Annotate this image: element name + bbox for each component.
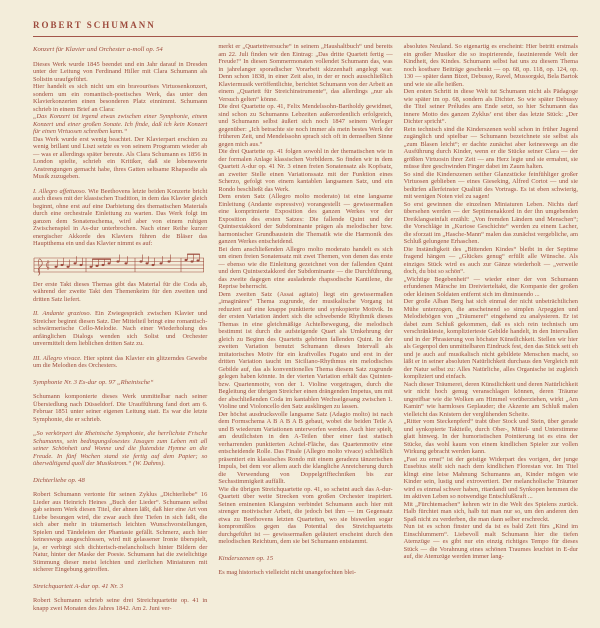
page-title: ROBERT SCHUMANN [33, 20, 156, 30]
paragraph: Es mag historisch vielleicht nicht unangefochten blei- [218, 569, 357, 576]
paragraph: Der höchst ausdrucksvolle langsame Satz (Adagio molto) ist nach dem Formschema A B A B A B gebaut, wobei die beiden Teile A und B wiederum Variationen unterworfen werden. Auch hier spielt, am deutlichsten in den A-Teilen über einer fast statisch verharrenden punktierten Achtel-Fläche, das Quartenmotiv eine entscheidende Rolle. Das Finale (Allegro molto vivace) schließlich präsentiert ein klassisches Rondo mit einem geradezu tänzerischen Impuls, bei dem vor allem auch die klangliche Anreicherung durch die Verwendung von Doppelgrifftechniken bis zur Sechsstimmigkeit auffällt. [218, 410, 393, 485]
movement-label: I. Allegro affettuoso. [33, 187, 87, 195]
paragraph: Der erste Takt dieses Themas gibt das Material für die Coda ab, während der zweite Takt den Themenkeim für den zweiten und dritten Satz liefert. [33, 280, 208, 303]
paragraph: Den ersten Schritt in diese Welt tut Schumann nicht als Pädagoge wie später im op. 68, sondern als Dichter. So wie später Debussy die Titel seiner Préludes ans Ende setzt, so hier Schumann das innere Motto des ganzen Zyklus’ erst über das letzte Stück: „Der Dichter spricht“. [403, 88, 578, 125]
paragraph: Die Inständigkeit des „Bittenden Kindes“ bleibt in der Septime fragend hängen — „Glückes genug“ erfüllt alle Wünsche. Als einziges Stück wird es auch zur Gänze wiederholt — „verweile doch, du bist so schön“. [403, 245, 578, 275]
paragraph: Der große Alban Berg hat sich einmal der nicht unbeträchtlichen Mühe unterzogen, die anscheinend so simplen Arpeggien und Melodiebögen von „Träumerei“ eingehend zu analysieren. Er ist dabei zum Schluß gekommen, daß es sich rein technisch um verschränkteste, komplizierteste Gebilde handelt, in den Intervallen und in der Phrasierung von höchster Künstlichkeit. Stellen wir hier als Gegenpol den unmittelbaren Eindruck fest, den das Stück seit eh und je auch auf musikalisch nicht gebildete Menschen macht, so läßt er in seiner absoluten Natürlichkeit durchaus den Vergleich mit der Natur selbst zu: Alles Natürliche, alles Organische ist zugleich kompliziert und einfach. [403, 298, 578, 380]
section-heading-kinderszenen: Kinderszenen op. 15 [218, 554, 274, 562]
movement-text: Hier spinnt das Klavier ein glitzerndes Gewebe um die Melodien des Orchesters. [33, 354, 208, 369]
quote: „Das Konzert ist irgend etwas zwischen einer Symphonie, einem Konzert und einer großen Sonate. Ich finde, daß ich kein Konzert für einen Virtuosen schreiben kann.“ [33, 113, 208, 135]
paragraph: Robert Schumann schrieb seine drei Streichquartette op. 41 in knapp zwei Monaten des Jahres 1842. Am 2. Juni ver- [33, 597, 208, 612]
column-left [33, 43, 208, 612]
paragraph: „Fast zu ernst“ ist der geistige Widerpart des vorigen, der junge Eusebius stellt sich nach dem kindlichen Florestan vor. Im Titel klingt eine leise Mahnung Schumanns an, Kinder mögen wie Kinder sein, lustig und extrovertiert. Der melancholische Träumer wird es einmal schwer haben, ritardandi und Synkopen hemmen die im aktiven Leben so notwendige Entschlußkraft ... [403, 455, 578, 500]
section-heading-symphonie: Symphonie Nr. 3 Es-dur op. 97 „Rheinische“ [33, 378, 154, 386]
movement-label: II. Andante grazioso. [33, 310, 92, 317]
paragraph: Nun ist es schon finster und da ist es bald Zeit fürs „Kind im Einschlummern“. Liebevoll malt Schumann hier die tiefen Atemzüge — es gibt nur ein einzig richtiges Tempo für dieses Stück — die Vorahnung eines schönen Traumes leuchtet in E-dur auf, die Atemzüge werden immer lang- [403, 523, 578, 560]
paragraph: Wie die übrigen Streichquartette op. 41, so scheint auch das A-dur-Quartett über weite Strecken vom großen Orchester inspiriert. Seinen eminenten Klangsinn verbindet Schumann auch hier mit strenger motivischer Arbeit, die jedoch bei ihm — im Gegensatz etwa zu Beethovens letzten Quartetten, wo sie bisweilen sogar kompromißlos gegen das Potential des Streichquartetts durchgeführt ist — gewissermaßen geläutert erscheint durch den melodischen Reichtum, dem sie bei Schumann entstammt. [218, 485, 393, 545]
column-right [404, 43, 578, 599]
paragraph: Mit „Fürchtemachen“ kehren wir in die Welt des Spielens zurück. Halb fürchtet man sich, halb tut man nur so, um den anderen den Spaß nicht zu verderben, die man dann selber erschreckt. [403, 500, 578, 523]
paragraph: Rein technisch sind die Kinderszenen wohl schon in früher Jugend zugänglich und spielbar — Schumann bezeichnete sie selbst als „zum Blasen leicht“; er dachte zunächst aber keineswegs an die Ausführung durch Kinder, wenn er die Stücke seiner Clara — der größten Virtuosin ihrer Zeit — ans Herz legte und sie ermahnt, sie müsse ihre geschwinden Finger dabei im Zaum halten. [403, 125, 578, 170]
text-columns [0, 37, 600, 612]
paragraph: Bei dem anschließenden Allegro molto moderato handelt es sich um einen freien Sonatensatz mit zwei Themen, von denen das erste — ebenso wie die Einleitung gezeichnet von der fallenden Quint und dem Quintsextakkord der Subdominante — die Durchführung, das zweite dagegen eine ausladende rhapsodische Kantilene, die Reprise beherrscht. [218, 245, 393, 290]
paragraph: Das Werk wurde erst wenig beachtet. Der Klavierpart erschien zu wenig brillant und Liszt setzte es von seinem Programm wieder ab — was er allerdings später bereute. Als Clara Schumann es 1856 in London spielte, schrieb ein Kritiker, daß sie lobenswerte Anstrengungen gemacht habe, ihres Gatten seltsame Rhapsodie als Musik zuzugeben. [33, 135, 208, 180]
paragraph: absolutes Neuland. So eigenartig es erscheint: Hier betritt erstmals ein großer Musiker die so inspirierende, faszinierende Welt der Kindheit, des Kindes. Schumann selbst hat uns zu diesem Thema noch kostbare Beiträge geschenkt — op. 68, op. 118, op. 124, op. 130 — später dann Bizet, Debussy, Ravel, Mussorgski, Bela Bartok und wie sie alle heißen. [403, 43, 578, 88]
column-middle [218, 43, 392, 599]
movement-text: Wie Beethovens letzte beiden Konzerte bricht auch dieses mit der klassischen Tradition, in dem das Klavier gleich beginnt, ohne erst auf eine Darbietung des thematischen Materials durch eine orchestrale Einleitung zu warten. Das Werk folgt im ganzen dem Sonatenschema, wird aber von einem ruhigen Zwischenspiel in As-dur unterbrochen. Nach einer Reihe kurzer energischer Akkorde des Klaviers führen die Bläser das Hauptthema ein und das Klavier nimmt es auf: [33, 187, 208, 247]
quote: „So verkörpert die Rheinische Symphonie, die herrlichste Frische Schumanns, sein bedingungslosestes Jasagen zum Leben mit all seiner Schönheit und Wonne und die flutendste Hymne an die Freude. In fünf Wochen stand sie fertig auf dem Papier; so überwältigend quoll der Musikstrom.“ (W. Dahms). [33, 430, 208, 467]
paragraph: merkt er „Quartettversuche“ in seinem „Haushaltbuch“ und bereits am 22. Juli finden wir den Eintrag: „Das dritte Quartett fertig — Freude!“ In diesen Sommermonaten vollendet Schumann das, was in jahrelanger sporadischer Vorarbeit skizzenhaft angelegt war. Denn schon 1838, in einer Zeit also, in der er noch ausschließlich Klaviermusik veröffentlichte, berichtet Schumann von der Arbeit an einem „Quartett für Streichinstrumente“, das allerdings „nur als Versuch gelten“ könne. [218, 43, 393, 103]
paragraph: So erst gewinnen die einzelnen Miniaturen Leben. Nichts darf übersehen werden — der Septimenakkord in der ihn umgebenden Dreiklangseinfalt erzählt: „Von fremden Ländern und Menschen“; die Vorschläge in „Kuriose Geschichte“ werden zu einem Lacher, die sforzati im „Hasche-Mann“ malen das zunächst vergebliche, am Schluß gelungene Erhaschen. [403, 200, 578, 245]
section-heading-klavierkonzert: Konzert für Klavier und Orchester a-moll op. 54 [33, 46, 163, 53]
paragraph-movement-3 [33, 355, 207, 370]
paragraph: Nach dieser Träumerei, deren Künstlichkeit und deren Natürlichkeit wir nicht hoch genug veranschlagen können, deren Träume ungreifbar wie die Wolken am Himmel vorüberziehen, wirkt „Am Kamin“ wie harmloses Geplauder; die Akzente am Schluß malen vielleicht das Knistern der verglühenden Scheite. [403, 380, 578, 418]
movement-text: Ein Zwiegespräch zwischen Klavier und Streicher beginnt diesen Satz. Der Mittelteil bringt eine romantisch-schwärmerische Cello-Melodie. Nach einer Wiederholung des anfänglichen Dialogs wenden sich Solist und Orchester unvermittelt dem lieblichen dritten Satz zu. [33, 310, 208, 347]
paragraph: Die drei Quartette op. 41 folgen sowohl in der thematischen wie in der formalen Anlage klassischen Vorbildern. So finden wir in dem Quartett A-dur op. 41 Nr. 3 einen freien Sonatensatz als Kopfsatz, an zweiter Stelle einen Variationssatz mit der Funktion eines Scherzo, gefolgt von einem kantablen langsamen Satz, und ein Rondo beschließt das Werk. [218, 148, 393, 193]
section-heading-dichterliebe: Dichterliebe op. 48 [33, 476, 85, 484]
paragraph: Die drei Quartette op. 41, Felix Mendelssohn-Bartholdy gewidmet, sind schon zu Schumanns Lebzeiten außerordentlich erfolgreich, und Schumann selbst äußert sich noch 1847 seinem Verleger gegenüber: „Ich betrachte sie noch immer als mein bestes Werk der früheren Zeit, und Mendelssohn sprach sich oft in demselben Sinne gegen mich aus.“ [218, 103, 393, 148]
paragraph: „Wichtige Begebenheit“ — wieder einer der von Schumann erfundenen Märsche im Dreivierteltakt, die Kompanie der großen oder kleinen Soldaten entfernt sich im diminuendo ... [403, 275, 578, 298]
paragraph: So sind die Kinderszenen seither Glanzstücke feinfühliger großer Virtuosen geblieben — eines Gieseking, Alfred Cortot — und sie bedürfen allerfeinster Qualität des Vortrags. Es ist eben schwierig, mit wenigen Noten viel zu sagen! [403, 170, 578, 200]
music-notation [33, 253, 207, 277]
paragraph: Hier handelt es sich nicht um ein bravouröses Virtuosenkonzert, sondern um ein romantisch-poetisches Werk, das unter den Klavierkonzerten einen besonderen Platz einnimmt. Schumann schrieb in einem Brief an Clara: [33, 83, 208, 113]
movement-label: III. Allegro vivace. [33, 354, 82, 362]
paragraph: „Ritter vom Steckenpferd“ trabt über Stock und Stein, über gerade und synkopierte Taktteile, durch Ober-, Mittel- und Unterstimme glatt hinweg. In der humoristischen Pointierung ist es eins der Stücke, das wohl kaum von einem kindlichen Spieler zur vollen Wirkung gebracht werden kann. [403, 418, 578, 455]
paragraph: Schumann komponierte dieses Werk unmittelbar nach seiner Übersiedlung nach Düsseldorf. Die Uraufführung fand dort am 6. Februar 1851 unter seiner eigenen Leitung statt. Es war die letzte Symphonie, die er schrieb. [33, 393, 208, 423]
paragraph-movement-2 [33, 310, 207, 348]
paragraph: Robert Schumann vertonte für seinen Zyklus „Dichterliebe“ 16 Lieder aus Heinrich Heines „Buch der Lieder“. Schumann selbst gab seinem Werk diesen Titel, der ahnen läßt, daß hier eine Art von Liebe besungen wird, die zwar auch ihre Tiefen in sich faßt, die sich aber mehr in träumerisch leichten Wunschvorstellungen, Spielen und Tändeleien der Phantasie gefällt. Schmerz, auch hier keineswegs ausgeschlossen, wird mit gelassener Ironie überspielt, ja, er verbirgt sich dichterisch-melancholisch hinter Bildern der Natur, hinter der Maske der Poesie. Schumann hat die zwielichtige Stimmung dieser meist leichten und zierlichen Miniaturen mit sicherer Eingebung getroffen. [33, 491, 208, 573]
page-header [0, 20, 600, 37]
paragraph: Dem zweiten Satz (Assai agitato) liegt ein gewissermaßen „imaginäres“ Thema zugrunde, der musikalische Vorgang ist reduziert auf eine knappe punktierte und synkopierte Motivik. In der ersten Variation ändert sich die schwebende Rhythmik dieses Themas in eine gleichmäßige Achtelbewegung, die melodisch bestimmt ist durch die aufsteigende Quart als Umkehrung der gleich zu Beginn des Quartetts gehörten fallenden Quint. In der zweiten Variation benutzt Schumann dieses Intervall als imitatorisches Motiv für ein kraftvolles Fugato und erst in der dritten Variation taucht im Siciliano-Rhythmus ein melodisches Gebilde auf, das als konventionelles Thema diesem Satz zugrunde gelegen haben könnte. In der vierten Variation erhält das Quinten- bzw. Quartenmotiv, von der 1. Violine vorgetragen, durch die Begleitung der übrigen Streicher einen drängenden Impetus, um mit der abschließenden Coda im kantablen Wechselgesang zwischen 1. Violine und Violoncello den Satz ausklingen zu lassen. [218, 290, 393, 410]
paragraph: Dieses Werk wurde 1845 beendet und ein Jahr darauf in Dresden unter der Leitung von Ferdinand Hiller mit Clara Schumann als Solistin uraufgeführt. [33, 60, 208, 83]
paragraph-movement-1 [33, 188, 207, 248]
paragraph: Dem ersten Satz (Allegro molto moderato) ist eine langsame Einleitung (Andante espressivo) vorangestellt — gewissermaßen eine komprimierte Exposition des ganzen Werkes vor der Exposition des ersten Satzes: Die fallende Quint und der Quintsextakkord der Subdominante prägen als melodischer bzw. harmonischer Grundbaustein die Thematik wie die Harmonik des ganzen Werkes entscheidend. [218, 193, 393, 245]
section-heading-streichquartett: Streichquartett A-dur op. 41 Nr. 3 [33, 582, 124, 590]
